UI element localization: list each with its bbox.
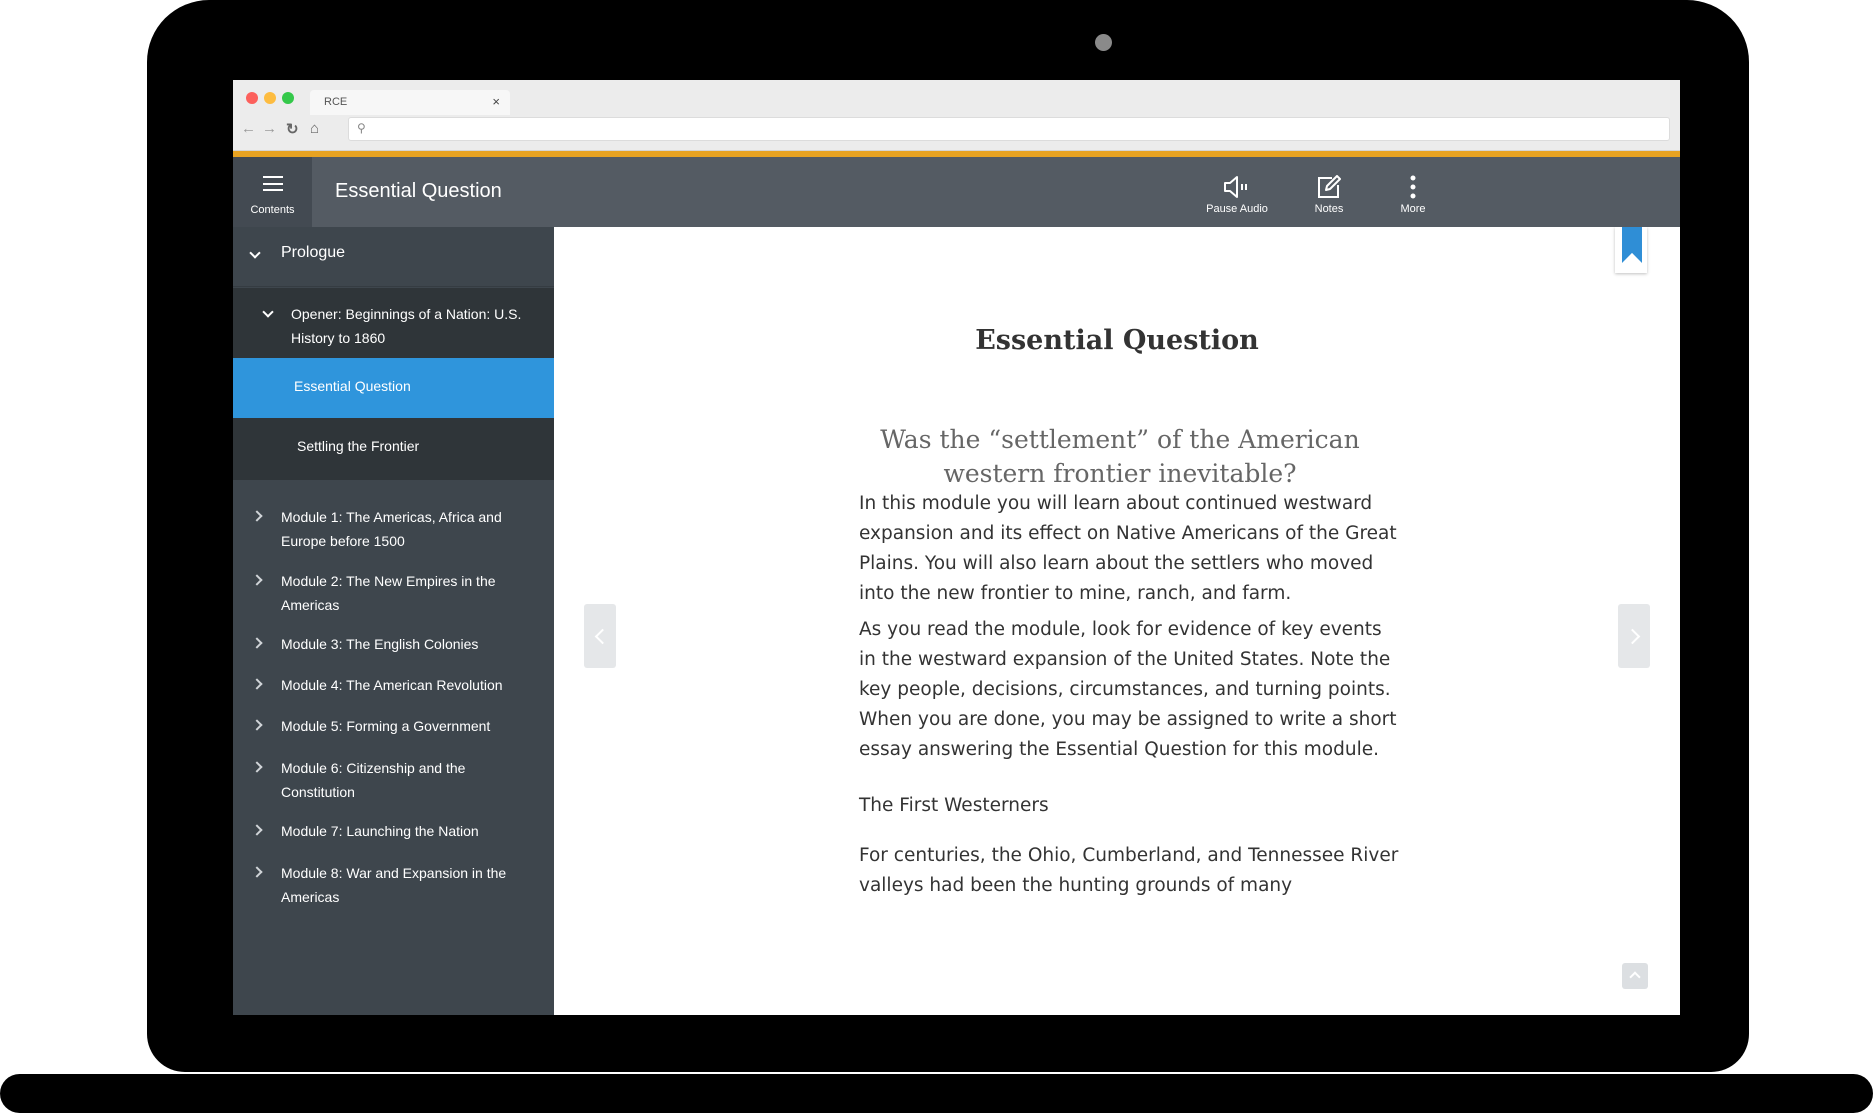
scroll-to-top-button[interactable] — [1622, 963, 1648, 989]
chevron-right-icon — [1625, 629, 1641, 645]
tab-title: RCE — [324, 96, 348, 108]
back-arrow-icon[interactable]: ← — [241, 120, 256, 137]
chevron-up-icon — [1629, 971, 1640, 982]
sidebar-item-label: Module 6: Citizenship and the Constitution — [281, 760, 466, 800]
sidebar-item-label: Settling the Frontier — [297, 438, 420, 454]
screen — [233, 80, 1680, 1015]
bookmark-button[interactable] — [1615, 227, 1647, 273]
sidebar-item-label: Module 8: War and Expansion in the Americas — [281, 865, 507, 905]
chevron-right-icon — [251, 678, 262, 689]
sidebar-item-label: Module 2: The New Empires in the Americas — [281, 573, 496, 613]
more-button[interactable] — [1373, 175, 1453, 215]
sidebar-item-label: Opener: Beginnings of a Nation: U.S. History to 1860 — [291, 306, 522, 346]
close-window-button[interactable] — [246, 92, 258, 104]
sidebar-item-label: Module 5: Forming a Government — [281, 718, 491, 734]
chevron-left-icon — [595, 629, 611, 645]
previous-page-button[interactable] — [584, 604, 616, 668]
reading-pane — [554, 227, 1680, 1015]
sidebar-item-label: Essential Question — [294, 378, 411, 394]
intro-paragraph: In this module you will learn about continued westward expansion and its effect on Native Americans of the Great Plains. You will also learn about the settlers who moved into the new frontier to mine, ranch, and farm. — [859, 493, 1397, 604]
chevron-down-icon — [249, 247, 260, 258]
content-title: Essential Question — [975, 325, 1259, 356]
pause-audio-label: Pause Audio — [1206, 203, 1268, 215]
laptop-base — [0, 1074, 1873, 1113]
browser-chrome — [233, 80, 1680, 151]
page-title: Essential Question — [335, 180, 502, 202]
maximize-window-button[interactable] — [282, 92, 294, 104]
sidebar-item-label: Module 4: The American Revolution — [281, 677, 503, 693]
notes-label: Notes — [1314, 203, 1344, 215]
sidebar-item-settling-frontier[interactable] — [233, 418, 554, 478]
notes-button[interactable] — [1289, 175, 1369, 215]
body-paragraph: For centuries, the Ohio, Cumberland, and Tennessee River valleys had been the hunting grounds of many — [859, 845, 1399, 896]
sidebar-item-prologue[interactable] — [233, 227, 554, 287]
sidebar-item-label: Module 1: The Americas, Africa and Europe before 1500 — [281, 509, 502, 549]
tab-close-icon[interactable]: × — [492, 94, 500, 109]
sidebar-item-label: Module 3: The English Colonies — [281, 636, 479, 652]
next-page-button[interactable] — [1618, 604, 1650, 668]
browser-tab[interactable] — [310, 90, 510, 115]
prologue-subsection — [233, 288, 554, 480]
bookmark-icon — [1622, 227, 1642, 263]
more-label: More — [1400, 203, 1426, 215]
forward-arrow-icon[interactable]: → — [262, 120, 277, 137]
instructions-paragraph: As you read the module, look for evidence of key events in the westward expansion of the United States. Note the key people, decisions, circumstances, and turning points. When you are done, you may be assigned to write a short essay answering the Essential Question for this module. — [859, 619, 1397, 760]
contents-label: Contents — [250, 204, 295, 216]
chevron-right-icon — [251, 866, 262, 877]
search-icon: ⚲ — [357, 121, 366, 135]
pause-audio-button[interactable] — [1197, 175, 1277, 215]
contents-sidebar — [233, 227, 554, 1015]
hamburger-menu-icon — [263, 176, 283, 191]
chevron-right-icon — [251, 761, 262, 772]
more-vertical-icon — [1398, 175, 1428, 199]
chevron-right-icon — [251, 510, 262, 521]
sidebar-item-opener[interactable] — [233, 288, 554, 359]
edit-note-icon — [1314, 175, 1344, 199]
home-icon[interactable]: ⌂ — [310, 120, 320, 137]
sidebar-item-essential-question[interactable] — [233, 358, 554, 418]
app-header — [233, 157, 1680, 227]
sidebar-item-label: Prologue — [281, 244, 346, 261]
speaker-icon — [1222, 175, 1252, 199]
essential-question: Was the “settlement” of the American western frontier inevitable? — [880, 425, 1360, 488]
address-bar[interactable] — [348, 117, 1670, 141]
section-heading: The First Westerners — [859, 795, 1049, 816]
reload-icon[interactable]: ↻ — [286, 121, 299, 138]
chevron-down-icon — [262, 306, 273, 317]
chevron-right-icon — [251, 719, 262, 730]
chevron-right-icon — [251, 574, 262, 585]
camera-icon — [1095, 34, 1112, 51]
chevron-right-icon — [251, 824, 262, 835]
sidebar-item-label: Module 7: Launching the Nation — [281, 823, 479, 839]
chevron-right-icon — [251, 637, 262, 648]
contents-button[interactable] — [233, 157, 312, 227]
minimize-window-button[interactable] — [264, 92, 276, 104]
